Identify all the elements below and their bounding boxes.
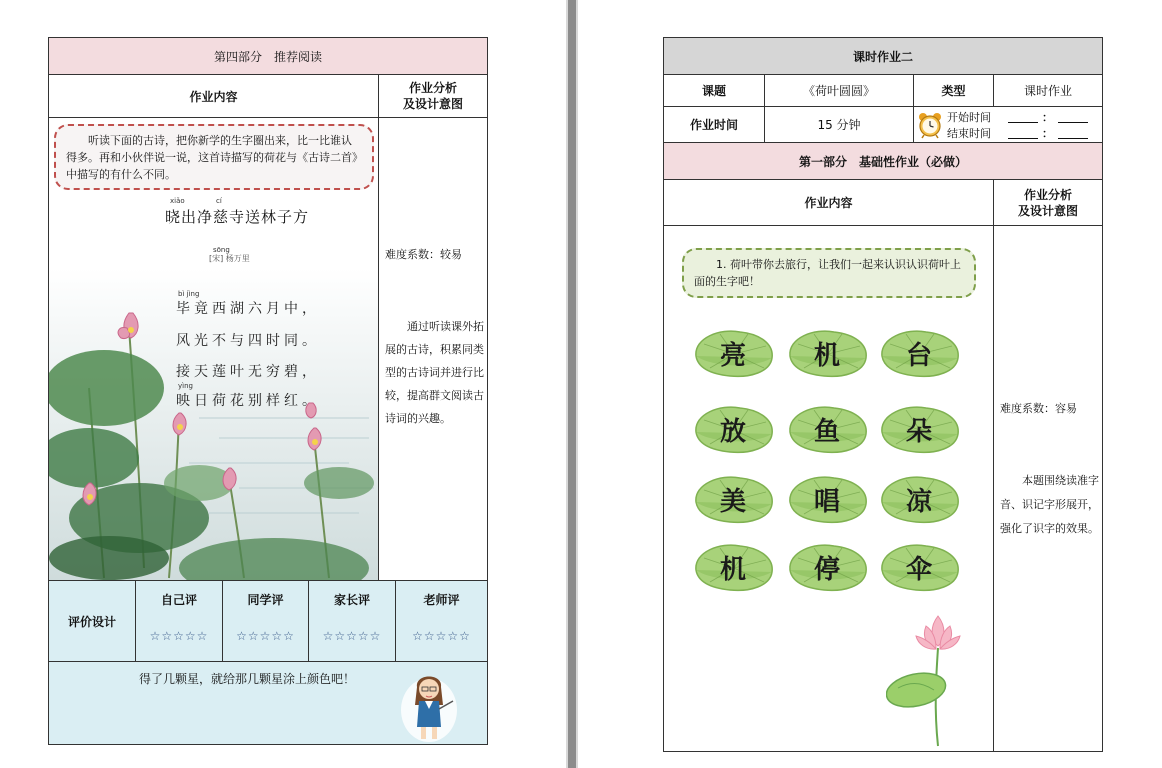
- column-header-analysis: [993, 179, 1103, 226]
- section-title: [663, 142, 1103, 180]
- lesson-label-text: 课题: [701, 84, 726, 98]
- eval-label-text: 评价设计: [67, 614, 116, 629]
- difficulty-text: 难度系数：容易: [1000, 402, 1077, 415]
- start-time-minute-field[interactable]: [1058, 122, 1088, 123]
- character-leaf[interactable]: [690, 326, 776, 380]
- leaf-character: 美: [719, 486, 746, 517]
- column-header-analysis-line1: 作业分析: [1023, 187, 1072, 202]
- character-leaf[interactable]: [690, 402, 776, 456]
- type-value: [993, 74, 1103, 107]
- eval-self-label: 自己评: [160, 593, 197, 607]
- leaf-character: 停: [813, 554, 840, 585]
- analysis-text: 本题围绕读准字音、识记字形展开，强化了识字的效果。: [1000, 474, 1099, 535]
- end-time-colon: ：: [1042, 127, 1053, 140]
- instruction-text: 1. 荷叶带你去旅行，让我们一起来认识认识荷叶上面的生字吧！: [694, 258, 961, 288]
- character-leaf[interactable]: [784, 540, 870, 594]
- instruction-bubble: [682, 248, 976, 298]
- leaf-character: 亮: [719, 340, 746, 371]
- instruction-text: 听读下面的古诗，把你新学的生字圈出来，比一比谁认得多。再和小伙伴说一说，这首诗描写的荷花与《古诗二首》中描写的有什么不同。: [66, 134, 358, 181]
- instruction-bubble: [54, 124, 374, 190]
- poem-line-3: 接天莲叶无穷碧，: [176, 364, 320, 380]
- star-rating[interactable]: ☆☆☆☆☆: [322, 629, 382, 643]
- column-header-content-text: 作业内容: [804, 196, 853, 210]
- time-label-text: 作业时间: [689, 118, 738, 132]
- eval-self: [135, 580, 223, 662]
- leaf-character: 唱: [813, 486, 840, 517]
- character-leaf[interactable]: [784, 472, 870, 526]
- leaf-character: 鱼: [813, 416, 840, 447]
- character-leaf[interactable]: [784, 402, 870, 456]
- section-title-text: 第四部分 推荐阅读: [213, 49, 322, 64]
- leaf-character: 机: [719, 554, 746, 585]
- character-leaf[interactable]: [876, 472, 962, 526]
- leaf-character: 台: [905, 340, 932, 371]
- lesson-value: [764, 74, 914, 107]
- character-leaf[interactable]: [876, 326, 962, 380]
- type-label: [913, 74, 994, 107]
- analysis-text: 通过听读课外拓展的古诗，积累同类型的古诗词并进行比较，提高群文阅读古诗词的兴趣。: [385, 320, 484, 425]
- line1-pinyin: bì jìng: [178, 290, 200, 298]
- page-gutter-edge: [576, 0, 578, 768]
- start-time-label: 开始时间: [947, 111, 991, 124]
- column-header-content-text: 作业内容: [189, 89, 238, 104]
- leaf-character: 伞: [905, 554, 932, 585]
- homework-header-text: 课时作业二: [852, 49, 913, 64]
- column-header-analysis-line1: 作业分析: [408, 81, 457, 95]
- lesson-label: [663, 74, 765, 107]
- eval-parent-label: 家长评: [333, 593, 370, 607]
- character-leaf[interactable]: [876, 402, 962, 456]
- lesson-value-text: 《荷叶圆圆》: [802, 84, 875, 98]
- lotus-flower: [886, 608, 966, 748]
- column-header-content: [48, 74, 379, 118]
- character-leaf[interactable]: [876, 540, 962, 594]
- line4-pinyin: yìng: [178, 382, 193, 390]
- footer-text: 得了几颗星，就给那几颗星涂上颜色吧！: [139, 672, 356, 686]
- type-value-text: 课时作业: [1023, 84, 1072, 98]
- poem-line-2: 风光不与四时同。: [176, 333, 320, 349]
- start-time-colon: ：: [1042, 111, 1053, 124]
- analysis-cell: [993, 225, 1103, 752]
- content-cell: [663, 225, 994, 752]
- column-header-analysis: [378, 74, 488, 118]
- eval-teacher: [395, 580, 488, 662]
- footer-row: [48, 661, 488, 745]
- section-title: [48, 37, 488, 75]
- poem-author: [宋] 杨万里: [209, 254, 250, 263]
- author-pinyin: sōng: [213, 246, 230, 254]
- end-time-hour-field[interactable]: [1008, 138, 1038, 139]
- start-time-hour-field[interactable]: [1008, 122, 1038, 123]
- start-end-time-cell: [913, 106, 1103, 143]
- end-time-label: 结束时间: [947, 127, 991, 140]
- homework-header: [663, 37, 1103, 75]
- title-pinyin-2: cí: [216, 197, 222, 205]
- time-value-text: 15 分钟: [817, 118, 861, 132]
- leaf-character: 凉: [905, 486, 932, 517]
- character-leaf[interactable]: [784, 326, 870, 380]
- eval-teacher-label: 老师评: [423, 593, 460, 607]
- time-label: [663, 106, 765, 143]
- leaf-character: 放: [719, 416, 746, 447]
- column-header-content: [663, 179, 994, 226]
- alarm-clock-icon: [917, 111, 943, 139]
- eval-peer-label: 同学评: [247, 593, 284, 607]
- time-value: [764, 106, 914, 143]
- poem-line-1: 毕竟西湖六月中，: [176, 301, 320, 317]
- type-label-text: 类型: [941, 84, 966, 98]
- leaf-character: 机: [813, 340, 840, 371]
- end-time-minute-field[interactable]: [1058, 138, 1088, 139]
- eval-parent: [308, 580, 396, 662]
- character-leaf[interactable]: [690, 472, 776, 526]
- title-pinyin-1: xiǎo: [170, 197, 185, 205]
- star-rating[interactable]: ☆☆☆☆☆: [236, 629, 295, 643]
- analysis-cell: [378, 117, 488, 581]
- teacher-avatar: [399, 665, 459, 743]
- column-header-analysis-line2: 及设计意图: [402, 97, 463, 111]
- star-rating[interactable]: ☆☆☆☆☆: [149, 629, 209, 643]
- poem-title: 晓出净慈寺送林子方: [165, 208, 310, 226]
- eval-peer: [222, 580, 309, 662]
- content-cell: [48, 117, 379, 581]
- star-rating[interactable]: ☆☆☆☆☆: [412, 629, 471, 643]
- column-header-analysis-line2: 及设计意图: [1017, 203, 1078, 218]
- page-gutter: [568, 0, 576, 768]
- character-leaf[interactable]: [690, 540, 776, 594]
- section-title-text: 第一部分 基础性作业（必做）: [798, 154, 967, 169]
- leaf-character: 朵: [905, 416, 932, 447]
- poem-line-4: 映日荷花别样红。: [176, 393, 320, 409]
- difficulty-text: 难度系数：较易: [385, 248, 462, 261]
- eval-label: [48, 580, 136, 662]
